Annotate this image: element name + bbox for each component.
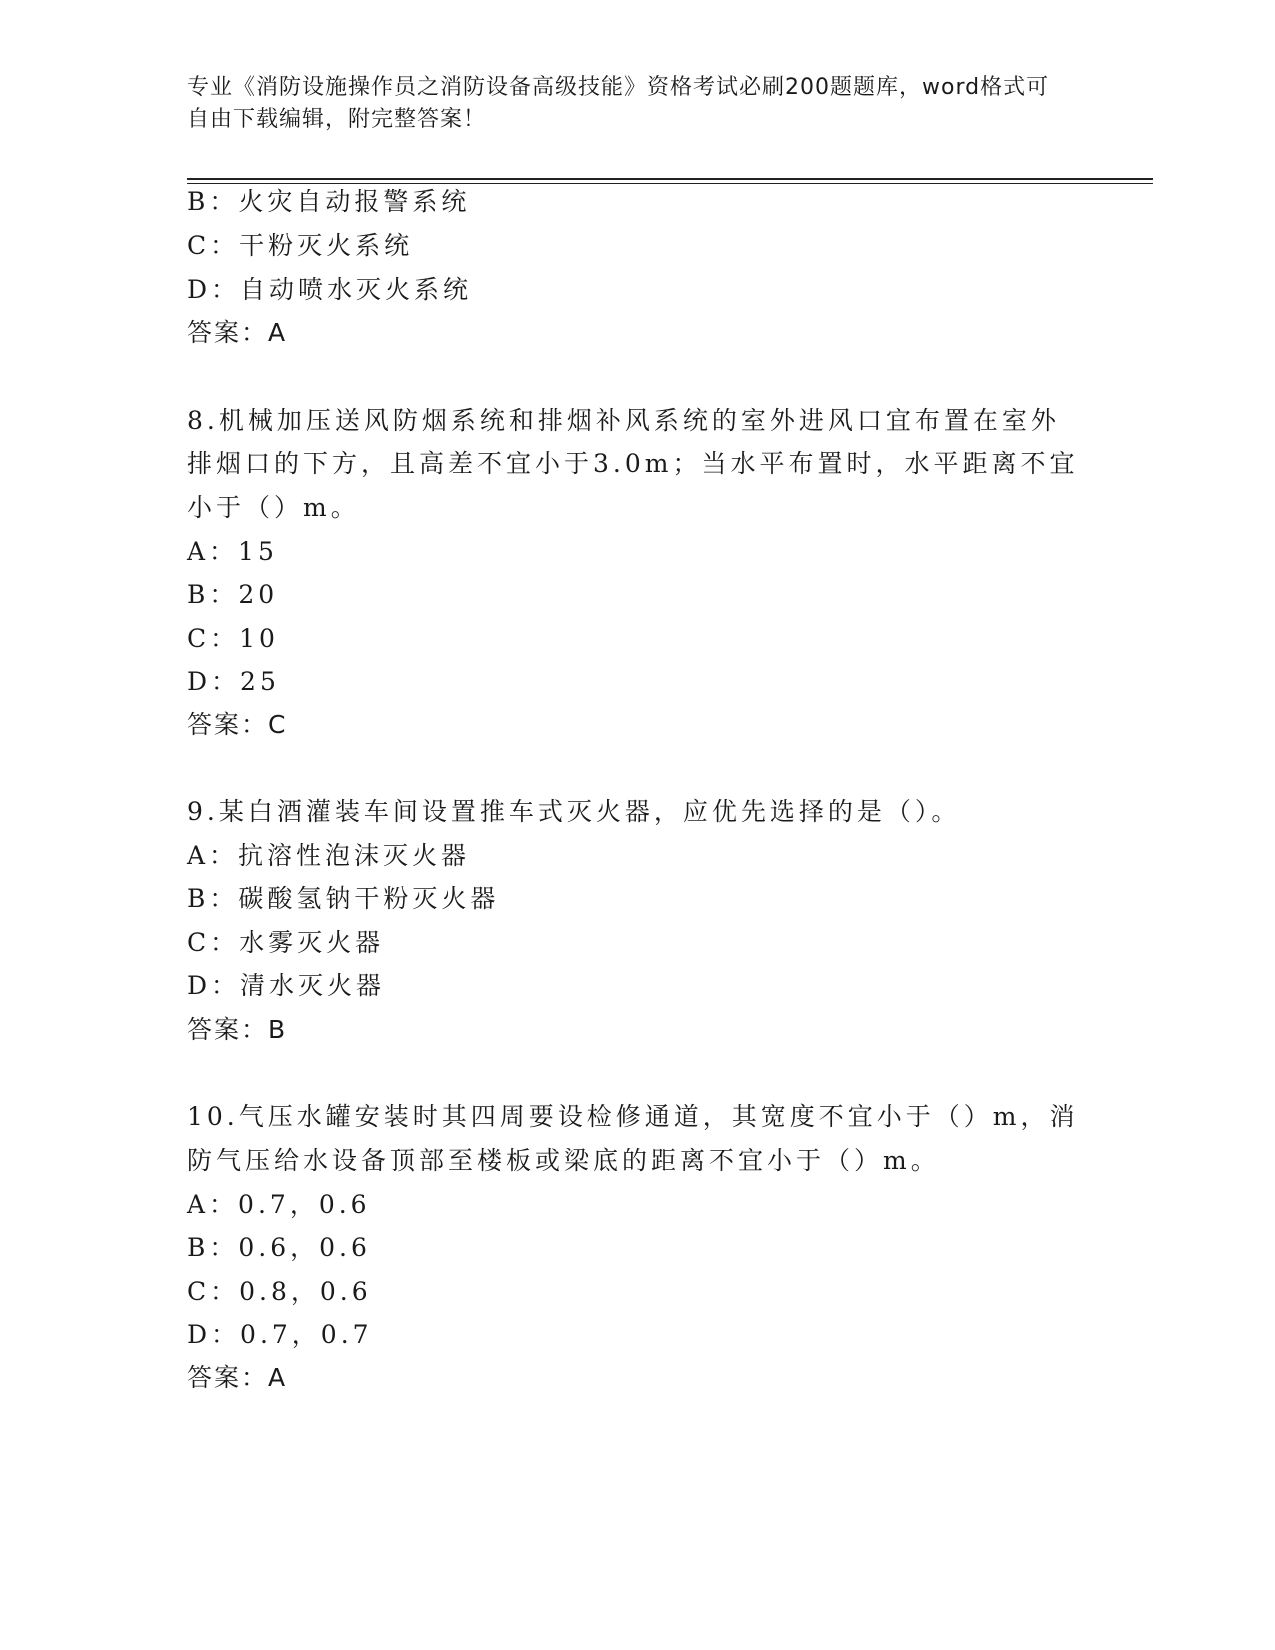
q10-stem-line-1: 10.气压水罐安装时其四周要设检修通道，其宽度不宜小于（）m，消 xyxy=(187,1102,1079,1131)
q7-option-d: D：自动喷水灭火系统 xyxy=(187,275,473,304)
q9-option-a: A：抗溶性泡沫灭火器 xyxy=(187,841,471,870)
q9-option-d: D：清水灭火器 xyxy=(187,971,386,1000)
q10-option-c: C：0.8，0.6 xyxy=(187,1277,372,1306)
q8-answer: 答案：C xyxy=(187,710,288,739)
q8-stem-line-2: 排烟口的下方，且高差不宜小于3.0m；当水平布置时，水平距离不宜 xyxy=(187,449,1079,478)
q10-answer: 答案：A xyxy=(187,1363,288,1392)
q10-stem-line-2: 防气压给水设备顶部至楼板或梁底的距离不宜小于（）m。 xyxy=(187,1146,940,1175)
q7-option-b: B：火灾自动报警系统 xyxy=(187,187,471,216)
q7-option-c: C：干粉灭火系统 xyxy=(187,231,414,260)
q7-answer: 答案：A xyxy=(187,318,288,347)
q8-option-d: D：25 xyxy=(187,667,280,696)
q9-option-c: C：水雾灭火器 xyxy=(187,928,385,957)
q10-option-b: B：0.6，0.6 xyxy=(187,1233,371,1262)
q9-option-b: B：碳酸氢钠干粉灭火器 xyxy=(187,884,500,913)
header-divider-thick xyxy=(187,178,1153,180)
q9-stem-line-1: 9.某白酒灌装车间设置推车式灭火器，应优先选择的是（）。 xyxy=(187,797,961,826)
q10-option-d: D：0.7，0.7 xyxy=(187,1320,373,1349)
q8-stem-line-1: 8.机械加压送风防烟系统和排烟补风系统的室外进风口宜布置在室外 xyxy=(187,406,1060,435)
q9-answer: 答案：B xyxy=(187,1015,288,1044)
q10-option-a: A：0.7，0.6 xyxy=(187,1190,371,1219)
q8-option-b: B：20 xyxy=(187,580,279,609)
document-header: 专业《消防设施操作员之消防设备高级技能》资格考试必刷200题题库，word格式可自由下载编辑，附完整答案！ xyxy=(187,75,1050,132)
q8-option-a: A：15 xyxy=(187,537,278,566)
q8-option-c: C：10 xyxy=(187,624,279,653)
header-divider-thin xyxy=(187,183,1153,184)
q8-stem-line-3: 小于（）m。 xyxy=(187,493,360,522)
